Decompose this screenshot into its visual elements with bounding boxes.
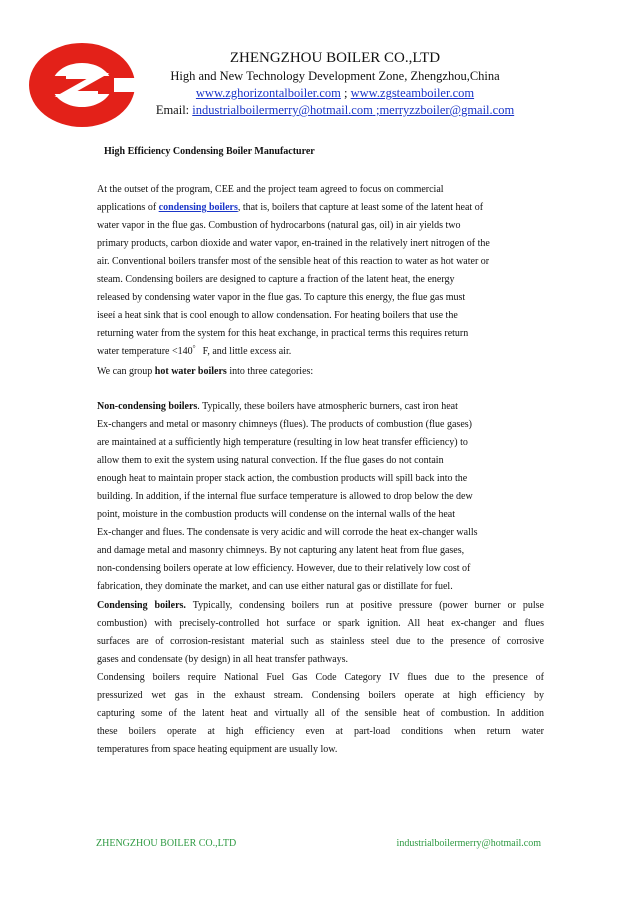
text-fragment: We can group	[97, 366, 155, 377]
text-line: surfaces are of corrosion-resistant material such as stainless steel due to the presence of corrosive	[97, 636, 544, 647]
text-line: At the outset of the program, CEE and the project team agreed to focus on commercial	[97, 184, 444, 195]
text-fragment: applications of	[97, 202, 159, 213]
text-line: building. In addition, if the internal flue surface temperature is allowed to drop below the dew	[97, 491, 473, 502]
text-line	[97, 199, 544, 217]
company-address: High and New Technology Development Zone, Zhengzhou,China	[170, 69, 500, 83]
text-fragment: Typically, condensing boilers run at positive pressure (power burner or pulse	[185, 600, 544, 611]
text-line: non-condensing boilers operate at low efficiency. However, due to their relatively low cost of	[97, 563, 471, 574]
text-line: Ex-changer and flues. The condensate is very acidic and will corrode the heat ex-changer walls	[97, 527, 478, 538]
text-line: and damage metal and masonry chimneys. By not capturing any latent heat from flue gases,	[97, 545, 465, 556]
text-line: are maintained at a sufficiently high temperature (resulting in low heat transfer efficiency) to	[97, 437, 468, 448]
text-line: combustion) with precisely-controlled hot surface or spark ignition. All heat ex-changer and flues	[97, 618, 544, 629]
bold-term: Condensing boilers.	[97, 600, 186, 611]
text-fragment: . Typically, these boilers have atmospheric burners, cast iron heat	[197, 401, 458, 412]
condensing-boilers-link[interactable]: condensing boilers	[158, 202, 238, 213]
website-separator: ;	[340, 86, 351, 100]
email-label: Email:	[155, 103, 193, 117]
email-line	[120, 102, 550, 118]
email-link-1[interactable]: industrialboilermerry@hotmail.com	[192, 103, 373, 117]
bold-term: hot water boilers	[154, 366, 227, 377]
text-line: iseeí a heat sink that is cool enough to allow condensation. For heating boilers that use the	[97, 310, 458, 321]
text-line	[97, 363, 544, 381]
text-fragment: , that is, boilers that capture at least some of the latent heat of	[237, 202, 484, 213]
text-line: steam. Condensing boilers are designed to capture a fraction of the latent heat, the energy	[97, 274, 455, 285]
text-line: these boilers operate at high efficiency even at part-load conditions when return water	[97, 726, 544, 737]
text-line: allow them to exit the system using natural convection. If the flue gases do not contain	[97, 455, 444, 466]
text-line: pressurized wet gas in the exhaust stream. Condensing boilers operate at high efficiency by	[97, 690, 544, 701]
website-link-2[interactable]: www.zgsteamboiler.com	[350, 86, 475, 100]
email-separator: ;	[372, 103, 380, 117]
text-line: temperatures from space heating equipment are usually low.	[97, 744, 338, 755]
text-line: fabrication, they dominate the market, and can use either natural gas or distillate for fuel.	[97, 581, 453, 592]
text-line: water temperature <140゜F, and little excess air.	[97, 346, 292, 357]
text-line: returning water from the system for this heat exchange, in practical terms this requires return	[97, 328, 469, 339]
text-line: released by condensing water vapor in the flue gas. To capture this energy, the flue gas must	[97, 292, 466, 303]
text-line: air. Conventional boilers transfer most of the sensible heat of this reaction to water as hot water or	[97, 256, 490, 267]
text-line: primary products, carbon dioxide and water vapor, en-trained in the relatively inert nitrogen of the	[97, 238, 490, 249]
text-line: capturing some of the latent heat and virtually all of the sensible heat of combustion. In addition	[97, 708, 544, 719]
footer-email: industrialboilermerry@hotmail.com	[396, 838, 541, 849]
paragraph-intro	[97, 181, 544, 361]
paragraph-categories	[97, 363, 544, 381]
text-line: Ex-changers and metal or masonry chimneys (flues). The products of combustion (flue gases)	[97, 419, 472, 430]
text-line: gases and condensate (by design) in all heat transfer pathways.	[97, 654, 349, 665]
website-line	[120, 85, 550, 101]
text-line: water vapor in the flue gas. Combustion of hydrocarbons (natural gas, oil) in air yields two	[97, 220, 461, 231]
company-name: ZHENGZHOU BOILER CO.,LTD	[229, 50, 441, 66]
text-line	[97, 398, 544, 416]
footer-company: ZHENGZHOU BOILER CO.,LTD	[96, 838, 237, 849]
text-fragment: into three categories:	[226, 366, 314, 377]
bold-term: Non-condensing boilers	[97, 401, 198, 412]
email-link-2[interactable]: merryzzboiler@gmail.com	[379, 103, 515, 117]
text-line	[97, 597, 544, 615]
text-line: Condensing boilers require National Fuel Gas Code Category IV flues due to the presence of	[97, 672, 544, 683]
document-title: High Efficiency Condensing Boiler Manufacturer	[104, 146, 315, 157]
text-line: point, moisture in the combustion products will condense on the internal walls of the heat	[97, 509, 455, 520]
text-line: enough heat to maintain proper stack action, the combustion products will spill back into the	[97, 473, 468, 484]
paragraph-condensing	[97, 597, 544, 759]
paragraph-non-condensing	[97, 398, 544, 596]
website-link-1[interactable]: www.zghorizontalboiler.com	[195, 86, 341, 100]
